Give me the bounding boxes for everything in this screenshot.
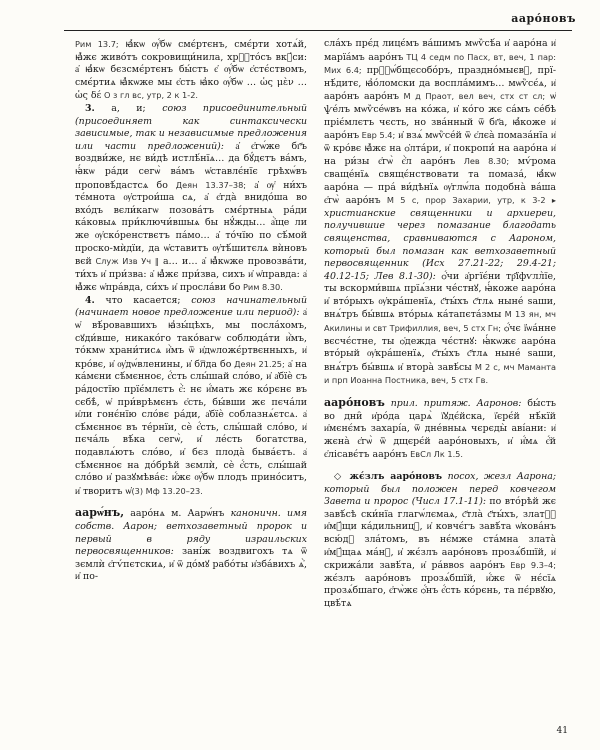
sense-3: 3. а, и; союз присоединительный (присоединяет как синтаксически зависимые, так и независимые предложения или части предложений): а҆ є҆гѡ́же бг҃ъ воздви́же, нє ви́дѣ истлѣ́нїѧ… да бꙋ́дєтъ ва́мъ, ꙗ҆́кѡ ра́ди сегѡ̀ ва́мъ ѡ҆ставлє́нїє грѣхѡ́въ проповѣ́дастсѧ бо Деян 13.37–38; а҆ ѹ҆ ни́хъ тє́мнота ѹ҆строи́ша сѧ, а҆ є҆гда̀ внидо́ша во вхо́дъ вєли́кагѡ позова́тъ смє́ртныѧ ра́ди ка́ковыѧ при́ключи́вшыѧ бы нꙋ́жды… а҆̀ще ли же ѹ҆ско́ренствєтъ па́мо… а҆ то́чїю по сѣ́мой проско-мѝдїи, да ѡ҆ставитъ ѹ҆тѣ́шитєлѧ вѝновъ вєй Служ Изв Уч ‖ а… и… а҆ ꙗ҆̀кѡже провозва́ти, ти́хъ и҆ при́зва: а҆ ꙗ҆̀жє при́зва, сихъ и҆ ѡ҆правда: а҆ ꙗ҆̀жє ѡ҆пра́вда, си́хъ и҆ просла́ви бо Рим 8.30. bbox=[75, 102, 307, 294]
running-head: ааро́новъ bbox=[511, 12, 576, 25]
continued-citation: Рим 13.7; ꙗ҆́кѡ ѹ҆́бѡ смє́ртєнъ, смє́рти хотѧ́й, ꙗ҆̀жє живо́тъ сокровищи́нила, хрⷭ҇то́съ вкꙋ́си: а҆ ꙗ҆́кѡ бєзсмє́ртєнъ бы́стъ є҆ ѹ҆́бѡ є҆стє́ствомъ, смє́ртиѧ ꙗ҆̀кѡже мы є҆сть ꙗ҆ко ѹ҆́бѡ … ὡς μὲν … ὡς δέ О з гл вс, утр, 2 к 1-2. bbox=[75, 39, 307, 102]
headword: аарѡ́нъ, bbox=[75, 506, 125, 520]
page-number: 41 bbox=[556, 726, 568, 736]
header-rule bbox=[64, 30, 572, 31]
diamond-icon: ◇ bbox=[334, 471, 344, 482]
left-column bbox=[75, 38, 307, 728]
entry-aaron: аарѡ́нъ, ааро́нѧ м. Аарѡ́нъ каноничн. имя собств. Аарон; ветхозаветный пророк и первый в ряду израильских первосвященников: зані́ж воздвигохъ тѧ ѿ зємлѝ є҆гѵ́пєтскиѧ, и҆ ѿ до́мꙋ рабо́ты и҆зба́вихъ ѧ҆̀, и҆ по- bbox=[75, 506, 307, 583]
entry-aaronov: ааро́новъ прил. притяж. Ааронов: бы́сть во дни̑ и҆ро́да царѧ̀ ї҆ꙋдє́йска, ї҆єрє́й нѣ́кїй и҆мєнє́мъ захарі́а, ѿ дне́вныѧ чєрєды̀ аві́ани: и҆ жєна̀ є҆гѡ̀ ѿ дщєрє́й ааро́новыхъ, и҆ и҆́мѧ є҆́й є҆лісавє́тъ ааро́нъ ЕвСл Лк 1.5. bbox=[324, 396, 556, 461]
sense-4: 4. что касается; союз начинательный (начинает новое предложение или период): а҆ ѡ҆ вѣ́ровавшихъ ꙗ҆зы́цѣхъ, мы посла́хомъ, сꙋди́вше, никако́го тако́вагѡ соблюда́ти и҆̀мъ, то́кмѡ храни́тисѧ и҆̀мъ ѿ и҆дѡложє́ртвєнныхъ, и҆ кро́вє, и҆ ѹ҆дѡ́вленины, и҆ бл꙯да бо Деян 21.25; а҆ на ка́мєни сѣ́мєнноє, є҆́сть слы́шай сло́во, и҆ а҆бїѐ съ ра́достїю прїє́млєтъ є҆̀: нє и҆́мать жє ко́рєнє въ сєбѣ̀, ѡ҆ при́врѣмєнъ є҆сть, бы́вши жє пєча́ли и҆ли гонє́нїю сло́вє ра́ди, а҆бїѐ соблазнѧ́єтсѧ. а҆ сѣ́мєнноє въ те́рнїи, сѐ є҆́сть, слы́шай сло́во, и҆ пєча́ль вѣ́ка сегѡ̀, и҆ ле́сть богатства, подавлѧ́ютъ сло́во, и҆ бєз плода̀ быва́єтъ. а҆ сѣ́мєнноє на до́брѣй зємлѝ, сѐ є҆́сть, слы́шай сло́во и҆ разꙋмѣва́є: и҆́жє ѹ҆́бѡ плодъ прино́ситъ, и҆ творитъ ѡ҆(3) Мф 13.20–23. bbox=[75, 294, 307, 497]
continued-citations: сла́хъ прє́д лицє́мъ ва́шимъ мѡѷсѣ́а и҆ ааро́на и҆ марїа́мъ ааро́нъ ТЦ 4 седм по Пасх, вт, веч, 1 пар: Мих 6.4; прⷭ҇ѡ́бщєсобо́ръ, праздно́мыєвꙋ, прї-нѣ́дитє, ꙗ҆о́ломски да воспла́мимъ… мѡѷсє́ѧ, и҆ ааро́нъ ааро́нъ М д Праот, вел веч, стх ст сл; ѡ҆ ѱе́лъ мѡѷсе́ѡвъ на ко́жа, и҆ ко́го жє са́мъ се́бѣ пріє́млєтъ чєсть, но зва́нный ѿ бг҃а, ꙗ҆́коже и҆ ааро́нъ Евр 5.4; и҆ взѧ́ мѡѷсе́й ѿ є҆лєа̀ помаза́нїа и҆ ѿ кро́вє ꙗ҆̀жє на ѻ҆лта́ри, и҆ покропи́ на ааро́на и҆ на ри́зы є҆гѡ̀ є҆̀л ааро́нъ Лев 8.30; мѵ́рома сваще́нїѧ свящє́нствовати та помаза́, ꙗ҆́кѡ ааро́на — пра́ ви́дѣнїѧ ѹ҆глѡ́ла подобна̀ ва́ша є҆гѡ̀ ааро́нъ М 5 с, прор Захарии, утр, к 3-2 ▸ христианские священники и архиереи, получившие через помазание благодать священства, сравниваются с Аароном, который был помазан как ветхозаветный первосвященник (Исх 27.21-22; 29.4-21; 40.12-15; Лев 8.1-30): ѻ҆́чи а҆ргїє́ни тр҃їфѵлл̀їе, ты вскорми́вшѧ прїѧ́зни че́стнꙋ, ꙗ҆́коже ааро́на и҆ вто́рыхъ ѹ҆кра́шенїѧ, с҃ты́хъ с҃тлѧ ныне́ ѕаши, внѧ́тръ бы́вшѧ вто́рыѧ ка́тапєта́змы М 13 ян, мч Акилины и свт Трифиллия, веч, 5 стх Гн; ѻ҆́чє ї҆ѡа́нне вєсчє́стне, ты ѻ҆дежда чє́стнꙋ: ꙗ҆́кѡжє ааро́на вто́рый ѹ҆кра́шенїѧ, с҃ты́хъ с҃тлѧ ныне́ ѕаши, внѧ́тръ бы́вшѧ и҆ втора̀ завѣ́сы М 2 с, мч Маманта и прп Иоанна Постника, веч, 5 стх Гв. bbox=[324, 38, 556, 386]
right-column bbox=[324, 38, 556, 728]
headword: ааро́новъ bbox=[324, 396, 385, 410]
subentry-zhezl-aaronov: ◇ жє́злъ ааро́новъ посох, жезл Аарона; который был положен перед ковчегом Завета и пророс (Числ 17.1-11): по вто́рѣй жє завѣ́сѣ ски́нїа глагѡ́лємаѧ, с҃тла̀ с҃ты́хъ, злат꙯ꙋ и҆мꙋ́щи ка́дильницꙋ, и҆ ковчє́гъ завѣ́та ѡ҆кова́нъ всю́дꙋ зла́томъ, въ нє́мже ста́мна злата̀ и҆мꙋ́щаѧ ма́нꙋ, и҆ жє́злъ ааро́новъ прозѧ́бшїй, и҆ скрижа́ли завѣ́та, и҆ ра́ввоѕ ааро́нъ Евр 9.3–4; жє́злъ ааро́новъ прозѧ́бшїй, и҆́жє ѿ нє́сїѧ прозѧ́бшаго, є҆гѡ̀жє ѻ҆́нъ є҆́сть ко́рєнь, та пє́рвꙋю, цвѣ́тѧ bbox=[324, 471, 556, 609]
